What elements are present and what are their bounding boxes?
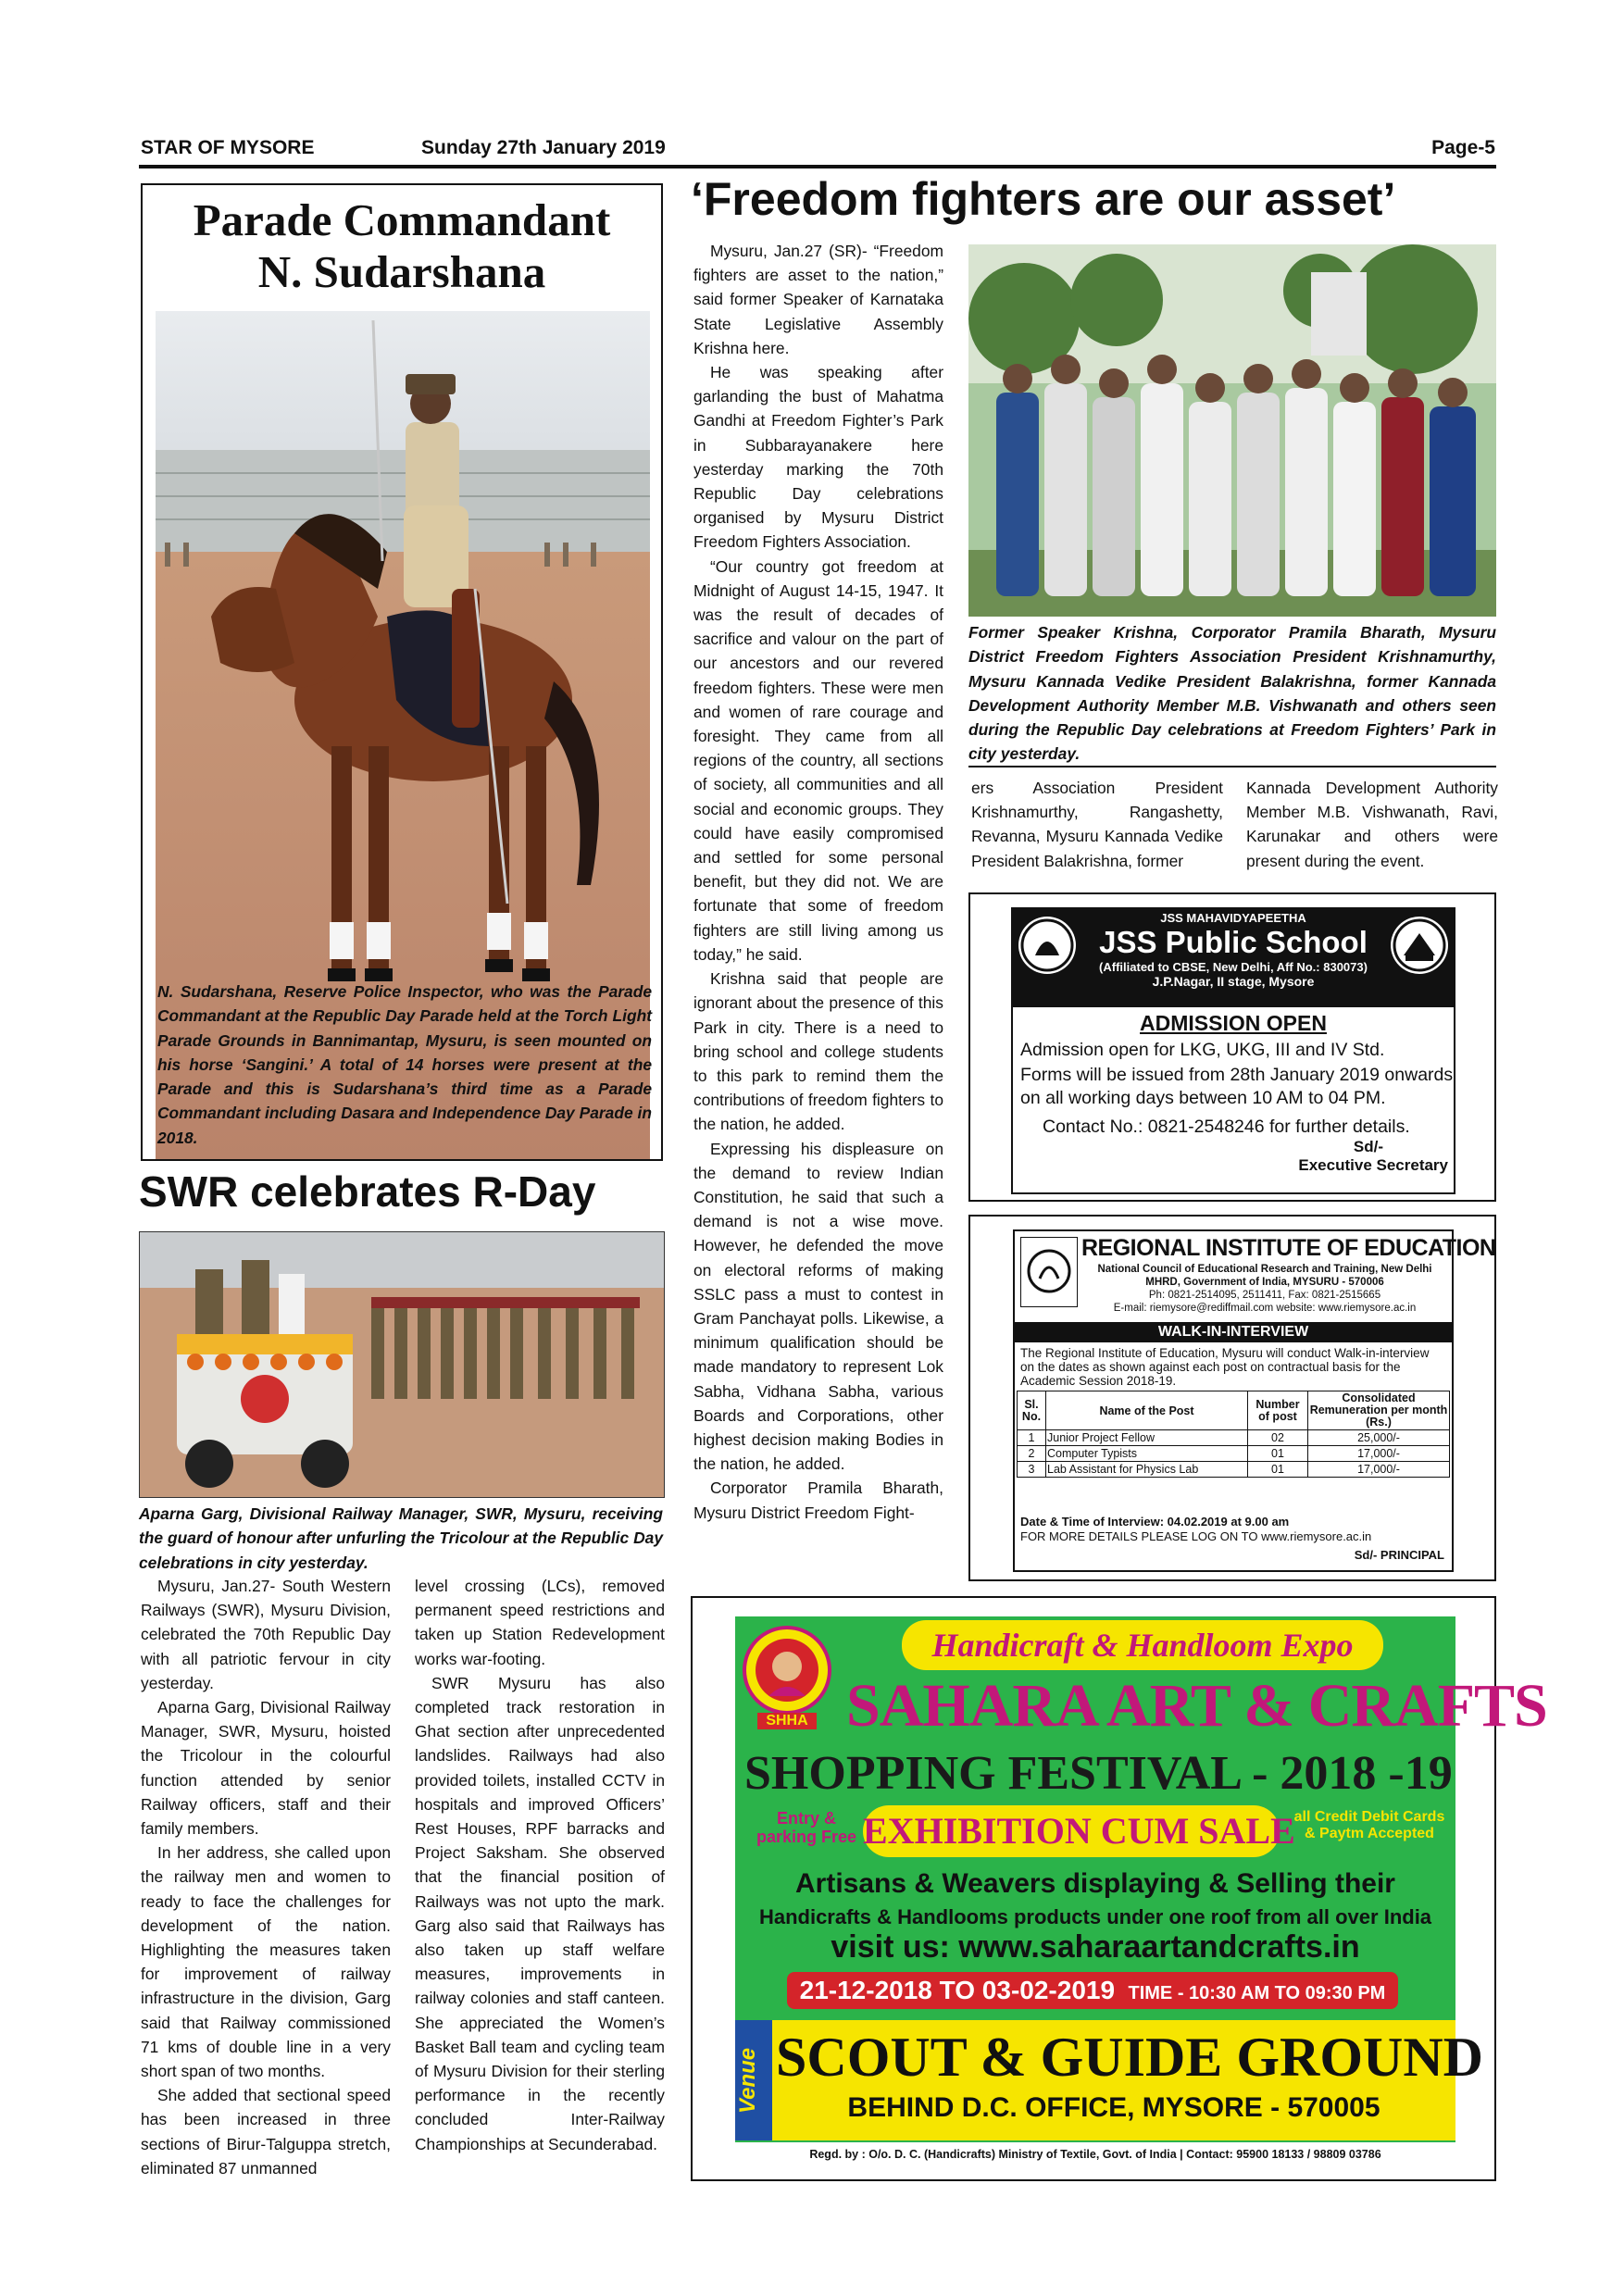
guard-of-honour-photo [140, 1232, 664, 1497]
swr-caption: Aparna Garg, Divisional Railway Manager, SWR, Mysuru, receiving the guard of honour after unfurling the Tricolour at the Republic Day celebrations in city yesterday. [139, 1504, 663, 1572]
jss-line3: on all working days between 10 AM to 04 PM. [1020, 1088, 1386, 1108]
jss-sd: Sd/- [1353, 1138, 1383, 1155]
cell: 3 [1018, 1462, 1046, 1478]
rie-ad-box [968, 1215, 1496, 1581]
jss-admission-open: ADMISSION OPEN [1140, 1011, 1327, 1035]
freedom-caption: Former Speaker Krishna, Corporator Pramila Bharath, Mysuru District Freedom Fighters Association President Krishnamurthy, Mysuru Kannada Vedike President Balakrishna, former Kannada Development Authority Member M.B. Vishwanath and others seen during the Republic Day celebrations at Freedom Fighters’ Park in city yesterday. [968, 623, 1496, 764]
rie-posts-table [1017, 1391, 1450, 1478]
freedom-para: Expressing his displeasure on the demand to review Indian Constitution, he said that such a demand is not a wise move. However, he defended the move on electoral reforms of making SSLC pass a must to contest in Gram Panchayat polls. Likewise, a minimum qualification should be made mandatory to represent Lok Sabha, Vidhana Sabha, various Boards and Corporations, other highest decision making Bodies in the nation, he added. [693, 1139, 943, 1474]
expo-title: Handicraft & Handloom Expo [902, 1620, 1383, 1670]
swr-para: level crossing (LCs), removed permanent speed restrictions and taken up Station Redevelopment works war-footing. [415, 1577, 665, 1668]
shha-badge [741, 1622, 833, 1752]
swr-photo [139, 1231, 665, 1498]
swr-para: In her address, she called upon the railway men and women to ready to face the challenges for development of the nation. Highlighting the measures taken for improvement of railway infrastructure in the division, Garg said that Railway commissioned 71 kms of double line in a very short span of two months. [141, 1843, 391, 2081]
jss-emblem-icon [1018, 917, 1076, 974]
table-row [1018, 1430, 1450, 1446]
rie-walkin-bar: WALK-IN-INTERVIEW [1015, 1322, 1452, 1342]
products-line: Handicrafts & Handlooms products under one roof from all over India [758, 1905, 1432, 1928]
freedom-headline: ‘Freedom fighters are our asset’ [691, 173, 1396, 225]
swr-column-2 [415, 1574, 665, 2156]
table-header-row [1018, 1391, 1450, 1430]
freedom-para: Corporator Pramila Bharath, Mysuru District Freedom Fight- [693, 1479, 943, 1522]
parade-title-line1: Parade Commandant [193, 194, 611, 245]
header-rule [139, 165, 1496, 168]
venue-name: SCOUT & GUIDE GROUND [776, 2027, 1483, 2088]
swr-para: Mysuru, Jan.27- South Western Railways (SWR), Mysuru Division, celebrated the 70th Republic Day with all patriotic fervour in city yesterday. [141, 1577, 391, 1692]
jss-line1: Admission open for LKG, UKG, III and IV Std. [1020, 1040, 1385, 1060]
freedom-cont-right [1246, 776, 1498, 873]
swr-para: She added that sectional speed has been increased in three sections of Birur-Talguppa stretch, eliminated 87 unmanned [141, 2086, 391, 2177]
col-post: Name of the Post [1046, 1391, 1248, 1430]
rie-date: Date & Time of Interview: 04.02.2019 at 9.00 am [1020, 1515, 1290, 1529]
exhibition-time: TIME - 10:30 AM TO 09:30 PM [1128, 1983, 1386, 2003]
cell: Junior Project Fellow [1046, 1430, 1248, 1446]
cell: Computer Typists [1046, 1446, 1248, 1462]
swr-para: SWR Mysuru has also completed track restoration in Ghat section after unprecedented landslides. Railways had also provided toilets, installed CCTV in hospitals and improved Officers’ Rest Houses, RPF barracks and Project Saksham. She observed that the financial position of Railways was not upto the mark. Garg also said that Railways has also taken up staff welfare measures, improvements in railway colonies and staff canteen. She appreciated the Women’s Basket Ball team and cycling team of Mysuru Division for their sterling performance in the recently concluded Inter-Railway Championships at Secunderabad. [415, 1673, 665, 2153]
jss-line2: Forms will be issued from 28th January 2019 onwards [1020, 1065, 1454, 1085]
col-remuneration: Consolidated Remuneration per month (Rs.) [1308, 1391, 1450, 1430]
ncert-logo [1020, 1237, 1078, 1307]
cell: 01 [1248, 1446, 1308, 1462]
col-sl: Sl. No. [1018, 1391, 1046, 1430]
rie-sd: Sd/- PRINCIPAL [1354, 1548, 1444, 1562]
freedom-photo [968, 244, 1496, 617]
woman-portrait-badge-icon [741, 1622, 833, 1752]
cell: 1 [1018, 1430, 1046, 1446]
visit-link[interactable]: visit us: www.saharaartandcrafts.in [831, 1929, 1360, 1965]
parade-title-line2: N. Sudarshana [257, 246, 546, 297]
rie-more: FOR MORE DETAILS PLEASE LOG ON TO www.riemysore.ac.in [1020, 1529, 1372, 1543]
parade-caption-wrap [157, 980, 652, 1150]
caption-rule [968, 766, 1496, 767]
sahara-festival: SHOPPING FESTIVAL - 2018 -19 [744, 1747, 1453, 1800]
sahara-ad-box [691, 1596, 1547, 2181]
jss-logo-right [1391, 917, 1448, 974]
exhibition-cum-sale: EXHIBITION CUM SALE [863, 1805, 1280, 1857]
jss-logo [1018, 917, 1076, 974]
rie-intro: The Regional Institute of Education, Mysuru will conduct Walk-in-interview on the dates as shown against each post on contractual basis for the Academic Session 2018-19. [1020, 1346, 1430, 1388]
table-row [1018, 1446, 1450, 1462]
cards-accepted: all Credit Debit Cards & Paytm Accepted [1293, 1809, 1445, 1841]
cell: 01 [1248, 1462, 1308, 1478]
rie-sub3: Ph: 0821-2514095, 2511411, Fax: 0821-2515665 [1148, 1290, 1381, 1301]
regd-line: Regd. by : O/o. D. C. (Handicrafts) Ministry of Textile, Govt. of India | Contact: 95900 18133 / 98809 03786 [735, 2142, 1455, 2166]
artisans-line: Artisans & Weavers displaying & Selling their [795, 1868, 1395, 1899]
rie-title: REGIONAL INSTITUTE OF EDUCATION [1081, 1235, 1496, 1261]
parade-caption: N. Sudarshana, Reserve Police Inspector, who was the Parade Commandant at the Republic Day Parade held at the Torch Light Parade Grounds in Bannimantap, Mysuru, is seen mounted on his horse ‘Sangini.’ A total of 14 horses were present at the Parade and this is Sudarshana’s third time as a Parade Commandant including Dasara and Independence Day Parade in 2018. [157, 982, 652, 1147]
sahara-ad-panel [735, 1616, 1547, 2166]
venue-panel [735, 2020, 1483, 2140]
swr-caption-wrap [139, 1502, 663, 1575]
freedom-cont-para: ers Association President Krishnamurthy, Rangashetty, Revanna, Mysuru Kannada Vedike President Balakrishna, former [971, 779, 1223, 870]
jss-school-name: JSS Public School [1099, 925, 1368, 959]
ncert-emblem-icon [1021, 1238, 1077, 1306]
table-row [1018, 1462, 1450, 1478]
freedom-para: Krishna said that people are ignorant about the presence of this Park in city. There is a need to bring school and college students to this park to remind them the contributions of freedom fighters to the nation, he added. [693, 969, 943, 1134]
cell: 17,000/- [1308, 1446, 1450, 1462]
venue-label: Venue [735, 2020, 772, 2140]
cell: 17,000/- [1308, 1462, 1450, 1478]
dates-bar [787, 1972, 1398, 2009]
cell: 02 [1248, 1430, 1308, 1446]
swr-headline: SWR celebrates R-Day [139, 1167, 596, 1216]
jss-affiliation: (Affiliated to CBSE, New Delhi, Aff No.: 830073) [1099, 960, 1368, 974]
masthead: STAR OF MYSORE [141, 137, 315, 158]
freedom-cont-left [971, 776, 1223, 873]
issue-date: Sunday 27th January 2019 [421, 137, 666, 158]
jss-contact: Contact No.: 0821-2548246 for further details. [1043, 1117, 1410, 1137]
exhibition-dates: 21-12-2018 TO 03-02-2019 [799, 1976, 1116, 2004]
jss-ad-box [968, 892, 1496, 1202]
sahara-brand: SAHARA ART & CRAFTS [846, 1672, 1547, 1740]
swr-column-1 [141, 1574, 391, 2180]
rie-sub4: E-mail: riemysore@rediffmail.com website: www.riemysore.ac.in [1113, 1303, 1417, 1314]
cell: Lab Assistant for Physics Lab [1046, 1462, 1248, 1478]
parade-title [143, 194, 661, 298]
freedom-caption-wrap [968, 620, 1496, 767]
jss-org: JSS MAHAVIDYAPEETHA [1160, 911, 1306, 925]
freedom-para: He was speaking after garlanding the bust of Mahatma Gandhi at Freedom Fighter’s Park in Subbarayanakere here yesterday marking the 70th Republic Day celebrations organised by Mysuru District Freedom Fighters Association. [693, 363, 943, 552]
jss-ad-body [1011, 1007, 1455, 1194]
swr-para: Aparna Garg, Divisional Railway Manager, SWR, Mysuru, hoisted the Tricolour in the colourful function attended by senior Railway officers, staff and their family members. [141, 1698, 391, 1839]
jss-signatory: Executive Secretary [1298, 1156, 1448, 1174]
rie-sub2: MHRD, Government of India, MYSURU - 570006 [1145, 1277, 1384, 1288]
freedom-cont-para: Kannada Development Authority Member M.B. Vishwanath, Ravi, Karunakar and others were present during the event. [1246, 779, 1498, 870]
temple-icon [1391, 917, 1448, 974]
rie-subtitle [1081, 1263, 1448, 1315]
freedom-column [693, 239, 943, 1525]
freedom-para: Mysuru, Jan.27 (SR)- “Freedom fighters are asset to the nation,” said former Speaker of Karnataka State Legislative Assembly Krishna here. [693, 242, 943, 357]
col-number: Number of post [1248, 1391, 1308, 1430]
shha-label: SHHA [757, 1713, 817, 1729]
jss-ad-banner [1011, 907, 1455, 1007]
jss-address: J.P.Nagar, II stage, Mysore [1152, 974, 1315, 989]
freedom-fighters-group-photo [968, 244, 1496, 617]
page-number: Page-5 [1431, 137, 1495, 158]
cell: 25,000/- [1308, 1430, 1450, 1446]
rie-ad-inner [1013, 1229, 1496, 1572]
entry-free: Entry & parking Free [756, 1809, 857, 1846]
cell: 2 [1018, 1446, 1046, 1462]
venue-address: BEHIND D.C. OFFICE, MYSORE - 570005 [847, 2092, 1380, 2123]
freedom-para: “Our country got freedom at Midnight of August 14-15, 1947. It was the result of decades of sacrifice and valour on the part of our ancestors and our revered freedom fighters. These were men and women of rare courage and foresight. They came from all regions of the country, all sections of society, all communities and all social and economic groups. They could have easily compromised and settled for some personal benefit, but they did not. We are fortunate that some of freedom fighters are still living among us today,” he said. [693, 556, 943, 964]
rie-sub1: National Council of Educational Research and Training, New Delhi [1097, 1264, 1432, 1275]
